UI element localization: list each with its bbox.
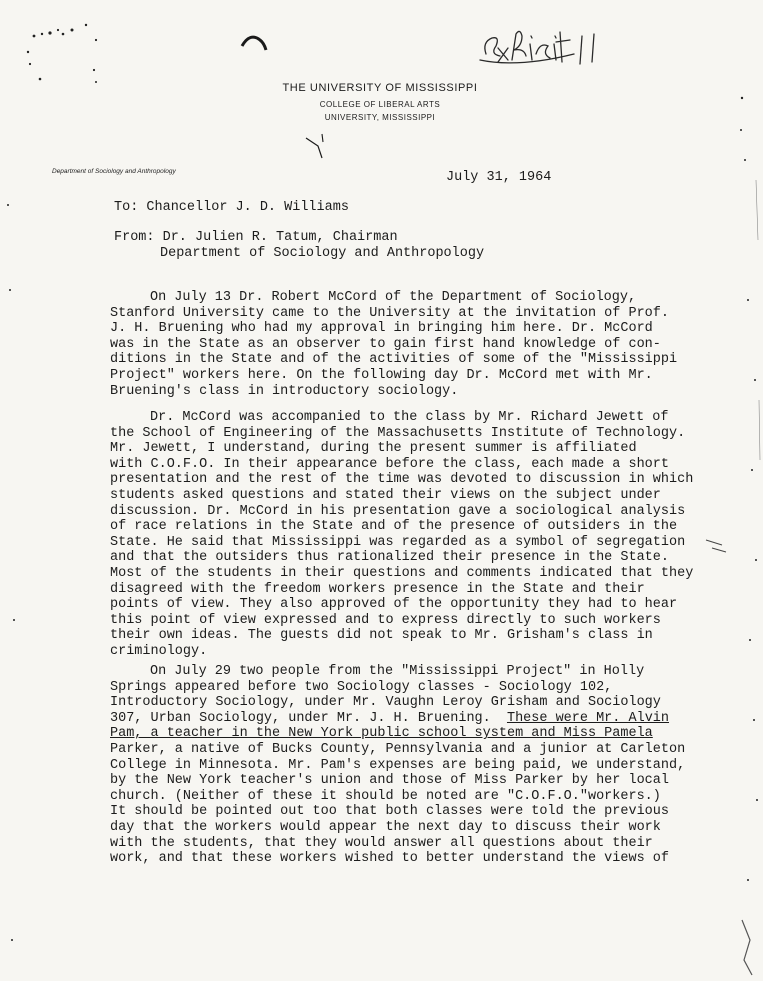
- paragraph-line: presentation and the rest of the time was devoted to discussion in which: [110, 472, 694, 488]
- paragraph-line: ditions in the State and of the activities of some of the "Mississippi: [110, 352, 678, 368]
- paragraph-line: disagreed with the freedom workers presence in the State and their: [110, 581, 645, 597]
- department-label: Department of Sociology and Anthropology: [52, 168, 176, 175]
- paragraph-line: with the students, that they would answer all questions about their: [110, 835, 653, 851]
- paragraph-text: 307, Urban Sociology, under Mr. J. H. Bruening.: [110, 710, 507, 726]
- paragraph-1: [110, 290, 678, 399]
- letterhead: [280, 82, 480, 122]
- paragraph-line: students asked questions and stated their views on the subject under: [110, 487, 661, 503]
- paragraph-line: with C.O.F.O. In their appearance before the class, each made a short: [110, 456, 669, 472]
- paragraph-line: the School of Engineering of the Massachusetts Institute of Technology.: [110, 425, 686, 441]
- letterhead-college: COLLEGE OF LIBERAL ARTS: [319, 100, 441, 109]
- sender-department-line: Department of Sociology and Anthropology: [160, 246, 485, 261]
- paragraph-line: was in the State as an observer to gain first hand knowledge of con-: [110, 336, 661, 352]
- paragraph-3: [110, 664, 686, 867]
- paragraph-line: this point of view expressed and to express directly to such workers: [110, 612, 661, 628]
- paragraph-line: Project" workers here. On the following day Dr. McCord met with Mr.: [110, 367, 653, 383]
- paragraph-line: [110, 710, 669, 727]
- paragraph-line: Stanford University came to the University at the invitation of Prof.: [110, 305, 669, 321]
- paragraph-line: Mr. Jewett, I understand, during the present summer is affiliated: [110, 441, 637, 457]
- paragraph-line: church. (Neither of these it should be noted are "C.O.F.O."workers.): [110, 788, 661, 804]
- paragraph-line: It should be pointed out too that both classes were told the previous: [110, 804, 669, 820]
- paragraph-line: On July 13 Dr. Robert McCord of the Department of Sociology,: [150, 290, 637, 305]
- paragraph-line: and that the outsiders thus rationalized their presence in the State.: [110, 550, 669, 566]
- letterhead-location: UNIVERSITY, MISSISSIPPI: [324, 113, 436, 122]
- paragraph-line: Springs appeared before two Sociology classes - Sociology 102,: [110, 679, 613, 695]
- paragraph-line: work, and that these workers wished to better understand the views of: [110, 851, 669, 867]
- paragraph-line: On July 29 two people from the "Mississippi Project" in Holly: [150, 664, 645, 679]
- underlined-line: Pam, a teacher in the New York public school system and Miss Pamela: [110, 726, 653, 742]
- paragraph-line: College in Minnesota. Mr. Pam's expenses are being paid, we understand,: [110, 757, 686, 773]
- handwritten-exhibit-note: [478, 24, 618, 74]
- underlined-text: These were Mr. Alvin: [506, 710, 669, 726]
- paragraph-line: Most of the students in their questions and comments indicated that they: [110, 565, 694, 581]
- paragraph-line: State. He said that Mississippi was regarded as a symbol of segregation: [110, 534, 686, 550]
- paragraph-line: of race relations in the State and of the presence of outsiders in the: [110, 519, 678, 535]
- paragraph-line: criminology.: [110, 643, 208, 659]
- recipient-line: To: Chancellor J. D. Williams: [114, 200, 349, 215]
- letterhead-university: THE UNIVERSITY OF MISSISSIPPI: [282, 82, 478, 94]
- paragraph-line: Introductory Sociology, under Mr. Vaughn Leroy Grisham and Sociology: [110, 695, 661, 711]
- paragraph-line: their own ideas. The guests did not speak to Mr. Grisham's class in: [110, 628, 653, 644]
- paragraph-line: Dr. McCord was accompanied to the class by Mr. Richard Jewett of: [150, 410, 669, 425]
- paragraph-line: J. H. Bruening who had my approval in bringing him here. Dr. McCord: [110, 321, 653, 337]
- paragraph-line: day that the workers would appear the next day to discuss their work: [110, 819, 661, 835]
- paragraph-line: Bruening's class in introductory sociology.: [110, 383, 459, 399]
- paragraph-2: [110, 410, 694, 660]
- paragraph-line: points of view. They also approved of the opportunity they had to hear: [110, 597, 678, 613]
- letter-date: July 31, 1964: [446, 170, 552, 185]
- paragraph-line: Parker, a native of Bucks County, Pennsylvania and a junior at Carleton: [110, 741, 686, 757]
- sender-line: From: Dr. Julien R. Tatum, Chairman: [114, 230, 398, 245]
- paragraph-line: discussion. Dr. McCord in his presentation gave a sociological analysis: [110, 503, 686, 519]
- paragraph-line: by the New York teacher's union and those of Miss Parker by her local: [110, 773, 669, 789]
